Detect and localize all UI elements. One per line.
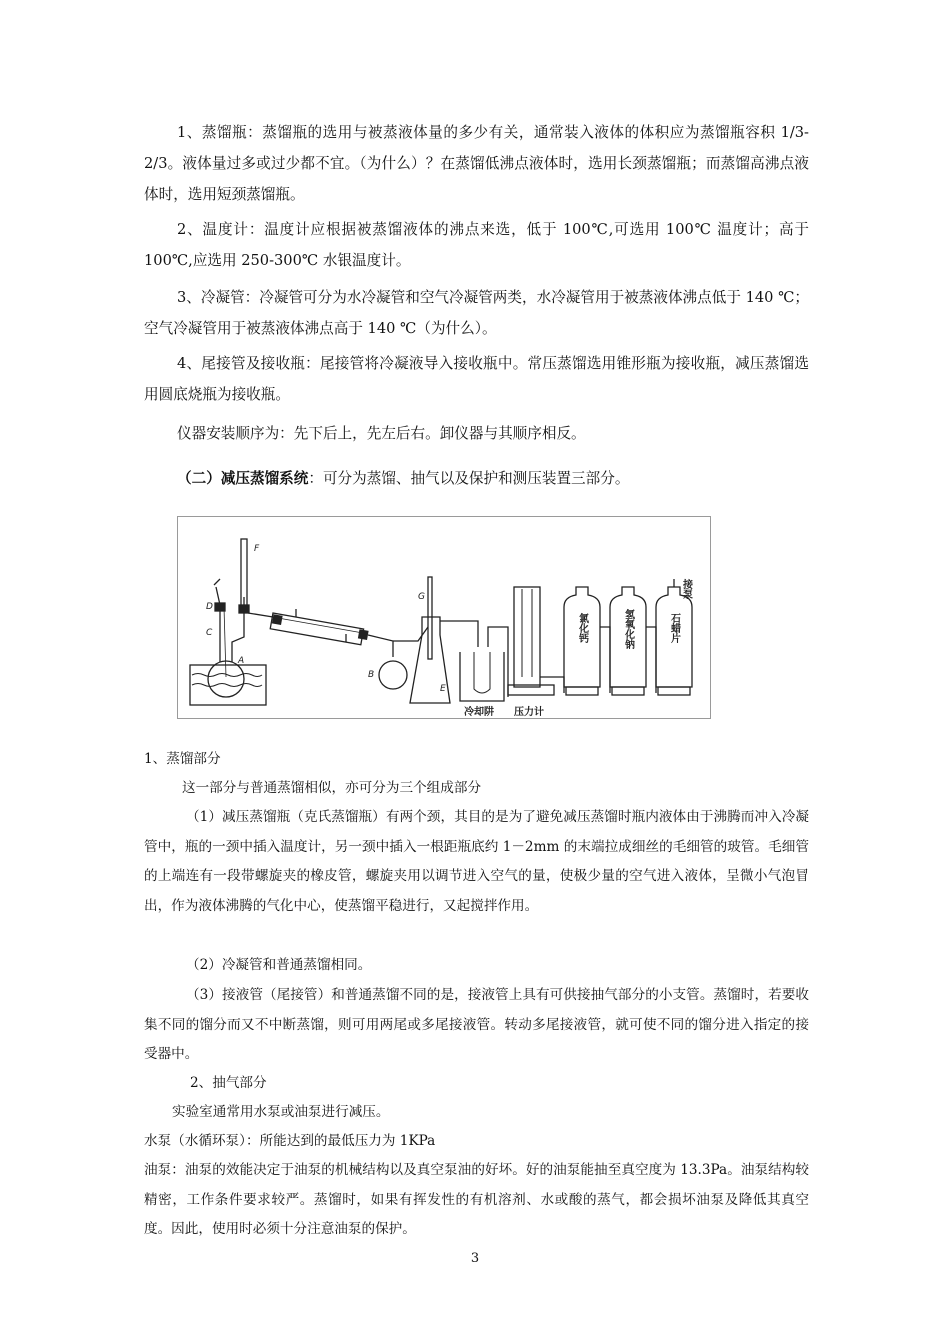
label-tower1: 氯化钙 (576, 613, 588, 643)
paragraph-vacuum-system (144, 463, 809, 494)
manometer (514, 587, 540, 687)
cold-trap (460, 652, 504, 701)
paragraph-distillation-intro: 这一部分与普通蒸馏相似，亦可分为三个组成部分 (182, 780, 482, 796)
label-pump: 接泵 (680, 579, 692, 599)
section-title-distillation: 1、蒸馏部分 (144, 751, 221, 767)
paragraph-distilling-flask: 1、蒸馏瓶：蒸馏瓶的选用与被蒸液体量的多少有关，通常装入液体的体积应为蒸馏瓶容积 1/3-2/3。液体量过多或过少都不宜。（为什么）？在蒸馏低沸点液体时，选用长颈蒸馏瓶；而蒸馏高沸点液体时，选用短颈蒸馏瓶。 (144, 124, 809, 203)
page-number: 3 (470, 1251, 480, 1266)
paragraph-thermometer: 2、温度计：温度计应根据被蒸馏液体的沸点来选，低于 100℃,可选用 100℃ 温度计；高于 100℃,应选用 250-300℃ 水银温度计。 (144, 221, 809, 269)
condenser (270, 613, 363, 645)
stopcock-g (428, 577, 432, 659)
paragraph-evacuation-intro: 实验室通常用水泵或油泵进行减压。 (172, 1104, 390, 1120)
label-e: E (440, 684, 446, 694)
label-b: B (368, 670, 375, 680)
section-heading-vacuum-system: （二）减压蒸馏系统 (177, 470, 309, 487)
paragraph-water-pump: 水泵（水循环泵）：所能达到的最低压力为 1KPa (144, 1133, 436, 1149)
paragraph-receiver-adapter: （3）接液管（尾接管）和普通蒸馏不同的是，接液管上具有可供接抽气部分的小支管。蒸馏时，若要收集不同的馏分而又不中断蒸馏，则可用两尾或多尾接液管。转动多尾接液管，就可使不同的馏分进入指定的接受器中。 (144, 987, 809, 1062)
label-tower2: 氢氧化钠 (622, 609, 634, 649)
apparatus-diagram (178, 517, 710, 718)
paragraph-claisen-flask: （1）减压蒸馏瓶（克氏蒸馏瓶）有两个颈，其目的是为了避免减压蒸馏时瓶内液体由于沸腾而冲入冷凝管中，瓶的一颈中插入温度计，另一颈中插入一根距瓶底约 1－2mm 的末端拉成细丝的毛细管的玻管。毛细管的上端连有一段带螺旋夹的橡皮管，螺旋夹用以调节进入空气的量，使极少量的空气进入液体，呈微小气泡冒出，作为液体沸腾的气化中心，使蒸馏平稳进行，又起搅拌作用。 (144, 809, 809, 914)
label-a: A (238, 656, 245, 666)
section-title-evacuation: 2、抽气部分 (190, 1075, 267, 1091)
section-heading-rest: ：可分为蒸馏、抽气以及保护和测压装置三部分。 (308, 470, 630, 487)
label-manometer: 压力计 (514, 707, 544, 718)
paragraph-adapter-receiver: 4、尾接管及接收瓶：尾接管将冷凝液导入接收瓶中。常压蒸馏选用锥形瓶为接收瓶，减压蒸馏选用圆底烧瓶为接收瓶。 (144, 355, 809, 403)
label-tower3: 石蜡片 (668, 613, 680, 643)
label-g: G (418, 592, 425, 602)
label-f: F (254, 544, 260, 554)
paragraph-oil-pump: 油泵：油泵的效能决定于油泵的机械结构以及真空泵油的好坏。好的油泵能抽至真空度为 13.3Pa。油泵结构较精密，工作条件要求较严。蒸馏时，如果有挥发性的有机溶剂、水或酸的蒸气，都会损坏油泵及降低其真空度。因此，使用时必须十分注意油泵的保护。 (144, 1162, 809, 1237)
paragraph-condenser: 3、冷凝管：冷凝管可分为水冷凝管和空气冷凝管两类，水冷凝管用于被蒸液体沸点低于 140 ℃；空气冷凝管用于被蒸液体沸点高于 140 ℃（为什么）。 (144, 289, 809, 337)
paragraph-condenser-same: （2）冷凝管和普通蒸馏相同。 (186, 957, 372, 973)
label-d: D (206, 602, 213, 612)
label-cold-trap: 冷却阱 (464, 707, 494, 718)
paragraph-assembly-order: 仪器安装顺序为：先下后上，先左后右。卸仪器与其顺序相反。 (177, 425, 586, 442)
vacuum-distillation-apparatus-figure (177, 516, 711, 719)
label-c: C (206, 628, 213, 638)
receiving-flask (379, 661, 407, 689)
